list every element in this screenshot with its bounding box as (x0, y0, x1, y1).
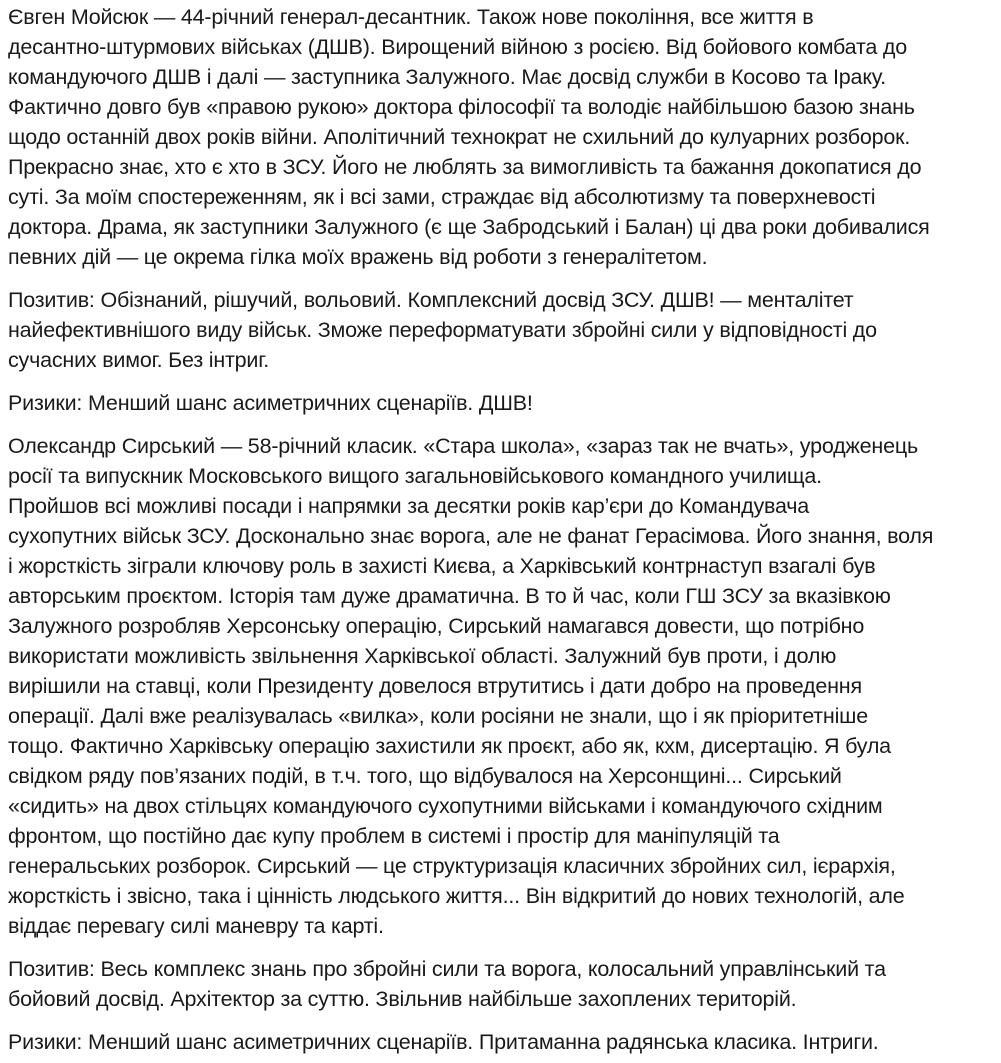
text-line: сучасних вимог. Без інтриг. (8, 348, 270, 372)
text-line: фронтом, що постійно дає купу проблем в системі і простір для маніпуляцій та (8, 824, 780, 848)
paragraph-moisiuk-profile (8, 2, 997, 272)
text-line: певних дій — це окрема гілка моїх вражень від роботи з генералітетом. (8, 245, 708, 269)
text-line: Ризики: Менший шанс асиметричних сценаріїв. Притаманна радянська класика. Інтриги. (8, 1030, 879, 1054)
text-line: авторським проєктом. Історія там дуже драматична. В то й час, коли ГШ ЗСУ за вказівкою (8, 584, 891, 608)
text-line: генеральських розборок. Сирський — це структуризація класичних збройних сил, ієрархія, (8, 854, 896, 878)
text-line: Олександр Сирський — 58-річний класик. «Стара школа», «зараз так не вчать», уродженець (8, 434, 918, 458)
paragraph-syrskyi-risks (8, 1027, 997, 1057)
text-line: Фактично довго був «правою рукою» доктора філософії та володіє найбільшою базою знань (8, 95, 915, 119)
paragraph-moisiuk-risks (8, 388, 997, 418)
text-line: операції. Далі вже реалізувалась «вилка», коли росіяни не знали, що і як пріоритетніше (8, 704, 868, 728)
text-line: бойовий досвід. Архітектор за суттю. Звільнив найбільше захоплених територій. (8, 987, 797, 1011)
text-line: росії та випускник Московського вищого загальновійськового командного училища. (8, 464, 822, 488)
text-line: свідком ряду пов’язаних подій, в т.ч. того, що відбувалося на Херсонщині... Сирський (8, 764, 842, 788)
text-line: Позитив: Обізнаний, рішучий, вольовий. Комплексний досвід ЗСУ. ДШВ! — менталітет (8, 288, 854, 312)
text-line: тощо. Фактично Харківську операцію захистили як проєкт, або як, кхм, дисертацію. Я була (8, 734, 891, 758)
text-line: доктора. Драма, як заступники Залужного (є ще Забродський і Балан) ці два роки добивалися (8, 215, 930, 239)
text-line: Позитив: Весь комплекс знань про збройні сили та ворога, колосальний управлінський та (8, 957, 886, 981)
text-line: Прекрасно знає, хто є хто в ЗСУ. Його не люблять за вимогливість та бажання докопатися до (8, 155, 922, 179)
text-line: вирішили на ставці, коли Президенту довелося втрутитись і дати добро на проведення (8, 674, 862, 698)
text-line: суті. За моїм спостереженням, як і всі зами, страждає від абсолютизму та поверхневості (8, 185, 876, 209)
text-line: «сидить» на двох стільцях командуючого сухопутними військами і командуючого східним (8, 794, 883, 818)
text-line: Євген Мойсюк — 44-річний генерал-десантник. Також нове покоління, все життя в (8, 5, 814, 29)
text-line: сухопутних військ ЗСУ. Досконально знає ворога, але не фанат Герасімова. Його знання, воля (8, 524, 934, 548)
text-line: найефективнішого виду військ. Зможе переформатувати збройні сили у відповідності до (8, 318, 877, 342)
text-line: використати можливість звільнення Харківської області. Залужний був проти, і долю (8, 644, 837, 668)
document-body (8, 2, 997, 1057)
paragraph-moisiuk-positives (8, 285, 997, 375)
paragraph-syrskyi-profile (8, 431, 997, 941)
text-line: десантно-штурмових військах (ДШВ). Вирощений війною з росією. Від бойового комбата до (8, 35, 907, 59)
text-line: Ризики: Менший шанс асиметричних сценаріїв. ДШВ! (8, 391, 533, 415)
text-line: Пройшов всі можливі посади і напрямки за десятки років кар’єри до Командувача (8, 494, 810, 518)
text-line: щодо останній двох років війни. Аполітичний технократ не схильний до кулуарних розборок. (8, 125, 911, 149)
paragraph-syrskyi-positives (8, 954, 997, 1014)
text-line: жорсткість і звісно, така і цінність людського життя... Він відкритий до нових технологій, але (8, 884, 905, 908)
text-line: командуючого ДШВ і далі — заступника Залужного. Має досвід служби в Косово та Іраку. (8, 65, 886, 89)
text-line: і жорсткість зіграли ключову роль в захисті Києва, а Харківський контрнаступ взагалі був (8, 554, 876, 578)
text-line: Залужного розробляв Херсонську операцію, Сирський намагався довести, що потрібно (8, 614, 865, 638)
text-line: віддає перевагу силі маневру та карті. (8, 914, 384, 938)
